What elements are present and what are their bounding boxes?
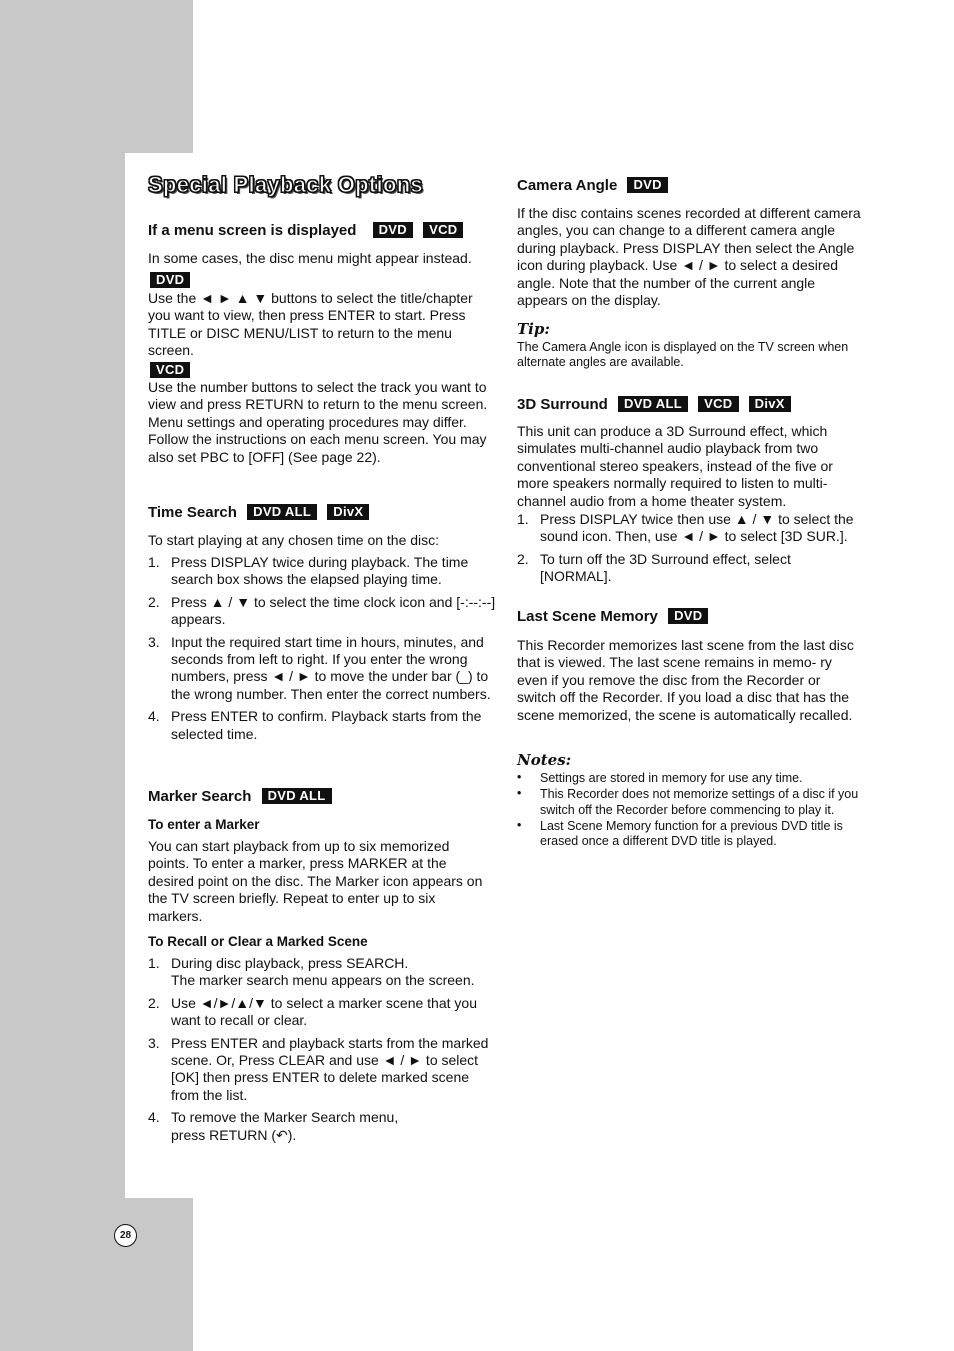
page-title: Special Playback Options	[148, 172, 423, 197]
badge-dvd: DVD	[627, 177, 667, 193]
step-text-continued: The marker search menu appears on the screen.	[171, 972, 475, 989]
3d-surround-steps	[517, 511, 863, 591]
badge-dvd: DVD	[373, 222, 413, 238]
bullet: •	[517, 786, 522, 801]
camera-angle-text: If the disc contains scenes recorded at different camera angles, you can change to a different camera angle during playback. Press DISPLAY then select the Angle icon during playback. Use ◄ / ► to select a desired angle. Note that the number of the current angle appears on the display.	[517, 205, 861, 309]
step-text: Use ◄/►/▲/▼ to select a marker scene that you want to recall or clear.	[171, 994, 477, 1029]
list-item	[517, 787, 863, 818]
badge-dvd-all: DVD ALL	[247, 504, 317, 520]
bullet: •	[517, 817, 522, 832]
margin-band-bottom	[0, 1198, 193, 1351]
step-text: To remove the Marker Search menu,	[171, 1109, 399, 1126]
3d-surround-heading	[517, 396, 791, 413]
step-number: 1.	[148, 554, 160, 570]
step-text: Press ENTER to confirm. Playback starts from the selected time.	[171, 708, 482, 742]
menu-screen-vcd-text: Use the number buttons to select the track you want to view and press RETURN to return to the menu screen. Menu settings and operating procedures may differ. Follow the instructions on each menu screen. You may also set PBC to [OFF] (See page 22).	[148, 379, 488, 465]
tip-text: The Camera Angle icon is displayed on the TV screen when alternate angles are available.	[517, 340, 849, 370]
list-item	[148, 554, 496, 589]
margin-band-top	[0, 0, 193, 153]
step-number: 2.	[148, 994, 160, 1011]
step-text: To turn off the 3D Surround effect, select [NORMAL].	[540, 550, 791, 585]
menu-screen-intro: In some cases, the disc menu might appear instead.	[148, 250, 472, 266]
step-number: 1.	[517, 511, 529, 527]
time-search-heading	[148, 504, 369, 521]
list-item	[517, 819, 863, 850]
camera-angle-heading-text: Camera Angle	[517, 177, 618, 194]
list-item	[148, 995, 496, 1030]
list-item	[517, 771, 863, 786]
badge-vcd: VCD	[698, 396, 738, 412]
step-text-continued: press RETURN (↶).	[171, 1126, 297, 1143]
badge-divx: DivX	[749, 396, 791, 412]
step-number: 2.	[148, 593, 160, 610]
tip-title: Tip:	[517, 320, 550, 338]
badge-dvd-all: DVD ALL	[618, 396, 688, 412]
list-item	[148, 955, 496, 990]
step-number: 4.	[148, 708, 160, 725]
3d-surround-heading-text: 3D Surround	[517, 396, 608, 413]
step-text: Press DISPLAY twice then use ▲ / ▼ to select the sound icon. Then, use ◄ / ► to select [3D SUR.].	[540, 511, 854, 545]
enter-marker-text: You can start playback from up to six memorized points. To enter a marker, press MARKER at the desired point on the disc. The Marker icon appears on the TV screen briefly. Repeat to enter up to six markers.	[148, 838, 483, 924]
list-item	[148, 708, 496, 743]
step-number: 2.	[517, 550, 529, 567]
step-number: 3.	[148, 1034, 160, 1051]
marker-search-heading	[148, 788, 332, 805]
time-search-steps	[148, 554, 496, 748]
menu-screen-heading-text: If a menu screen is displayed	[148, 222, 357, 239]
notes-title: Notes:	[517, 751, 572, 769]
step-number: 3.	[148, 633, 160, 650]
step-number: 4.	[148, 1109, 160, 1126]
list-item	[148, 594, 496, 629]
3d-surround-text: This unit can produce a 3D Surround effect, which simulates multi-channel audio playback from two conventional stereo speakers, instead of the five or more speakers normally required to listen to multi-channel audio from a home theater system.	[517, 423, 833, 509]
menu-screen-dvd-text: Use the ◄ ► ▲ ▼ buttons to select the title/chapter you want to view, then press ENTER to start. Press TITLE or DISC MENU/LIST to return to the menu screen.	[148, 290, 473, 359]
marker-search-steps	[148, 955, 496, 1149]
page-number: 28	[114, 1224, 137, 1247]
last-scene-memory-heading-text: Last Scene Memory	[517, 608, 658, 625]
step-text: Press ▲ / ▼ to select the time clock icon and [-:--:--] appears.	[171, 593, 496, 628]
step-text: During disc playback, press SEARCH.	[171, 955, 409, 971]
time-search-intro: To start playing at any chosen time on the disc:	[148, 532, 440, 548]
list-item	[148, 1109, 496, 1144]
badge-vcd: VCD	[423, 222, 463, 238]
badge-divx: DivX	[327, 504, 369, 520]
note-text: Last Scene Memory function for a previous DVD title is erased once a different DVD title is played.	[540, 818, 843, 849]
badge-dvd-all: DVD ALL	[262, 788, 332, 804]
list-item	[517, 551, 863, 586]
step-text: Input the required start time in hours, minutes, and seconds from left to right. If you enter the wrong numbers, press ◄ / ► to move the under bar (_) to the wrong number. Then enter the correct numbers.	[171, 633, 491, 702]
badge-vcd-section: VCD	[150, 362, 190, 378]
badge-dvd: DVD	[668, 608, 708, 624]
list-item	[148, 634, 496, 704]
bullet: •	[517, 770, 522, 784]
badge-dvd-section: DVD	[150, 272, 190, 288]
step-text: Press DISPLAY twice during playback. The time search box shows the elapsed playing time.	[171, 554, 469, 588]
last-scene-memory-heading	[517, 608, 708, 625]
marker-search-heading-text: Marker Search	[148, 788, 252, 805]
note-text: This Recorder does not memorize settings of a disc if you switch off the Recorder before commencing to play it.	[540, 787, 859, 817]
step-number: 1.	[148, 955, 160, 971]
time-search-heading-text: Time Search	[148, 504, 237, 521]
notes-list	[517, 771, 863, 850]
last-scene-memory-text: This Recorder memorizes last scene from the last disc that is viewed. The last scene remains in memo- ry even if you remove the disc from the Recorder or switch off the Recorder. If you load a disc that has the scene memorized, the scene is automatically recalled.	[517, 637, 854, 723]
step-text: Press ENTER and playback starts from the marked scene. Or, Press CLEAR and use ◄ / ► to select [OK] then press ENTER to delete marked scene from the list.	[171, 1034, 489, 1103]
camera-angle-heading	[517, 177, 668, 194]
enter-marker-subheading: To enter a Marker	[148, 817, 260, 832]
margin-band-left	[0, 153, 125, 1198]
recall-marker-subheading: To Recall or Clear a Marked Scene	[148, 934, 368, 949]
menu-screen-heading	[148, 222, 463, 239]
note-text: Settings are stored in memory for use any time.	[540, 771, 803, 785]
list-item	[517, 511, 863, 546]
list-item	[148, 1035, 496, 1105]
